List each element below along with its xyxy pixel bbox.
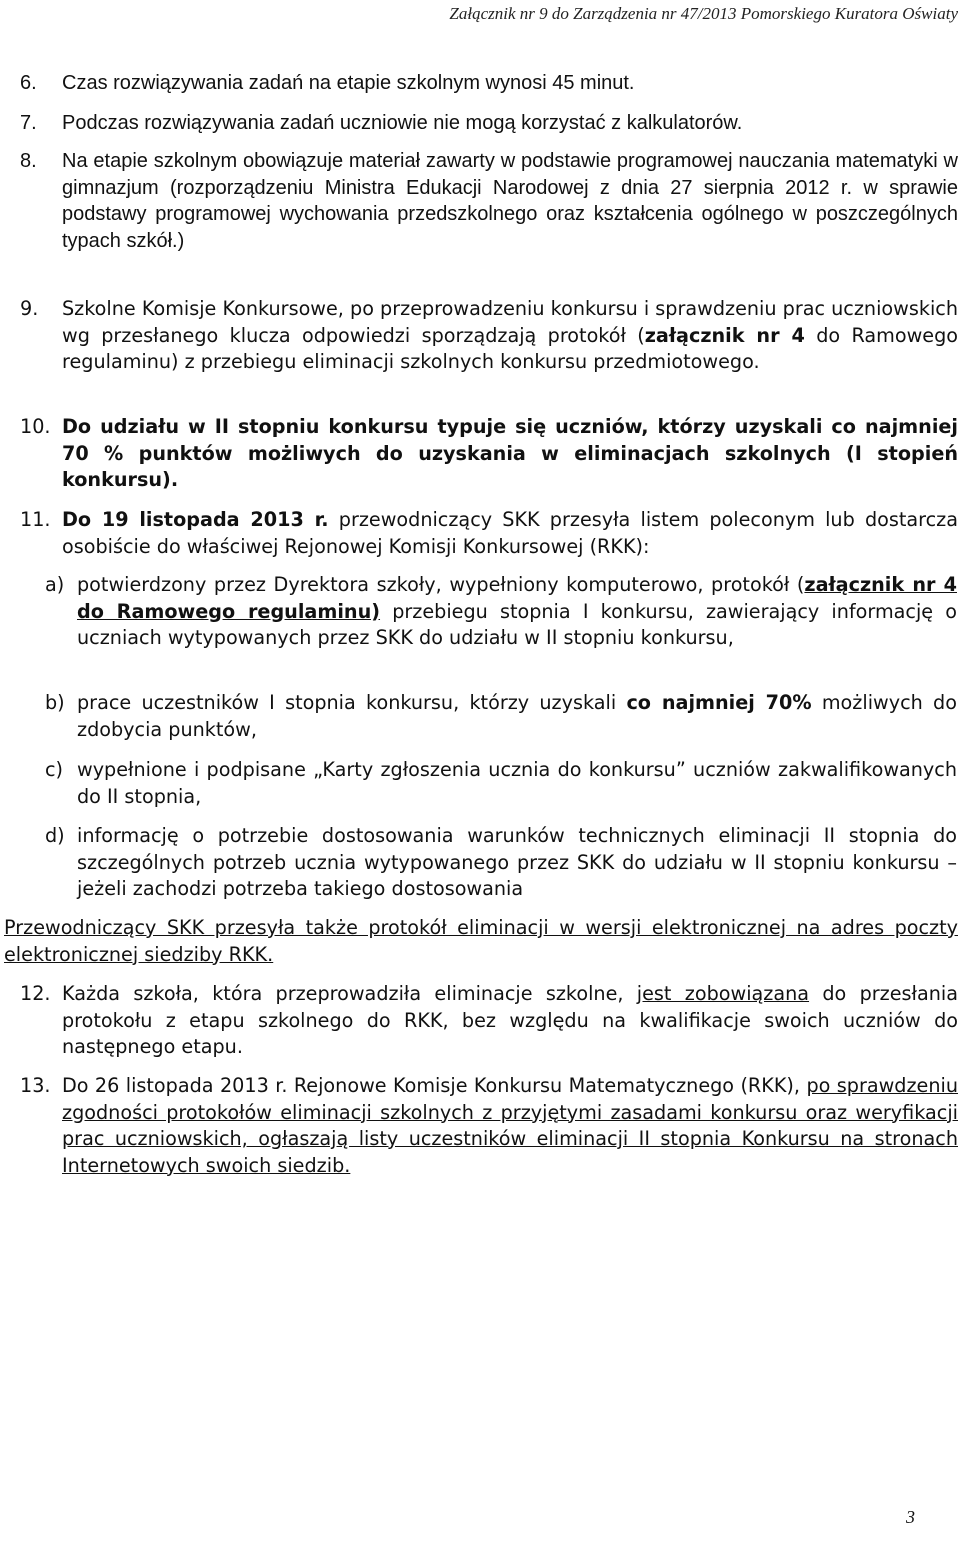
- subitem-b: [45, 690, 957, 743]
- subitem-c: [45, 757, 957, 810]
- item-number: 13.: [20, 1074, 51, 1097]
- list-item-13: [20, 1073, 958, 1179]
- subitem-label: b): [45, 691, 65, 714]
- subitem-text: prace uczestników I stopnia konkursu, którzy uzyskali co najmniej 70% możliwych do zdobycia punktów,: [77, 691, 957, 741]
- item-number: 11.: [20, 508, 51, 531]
- item-number: 6.: [20, 72, 37, 94]
- list-item-8: [20, 148, 958, 254]
- page-number: 3: [906, 1507, 915, 1527]
- item-number: 8.: [20, 150, 37, 172]
- subitem-label: c): [45, 758, 64, 781]
- list-item-10: [20, 414, 958, 494]
- subitem-d: [45, 823, 957, 903]
- subitem-label: a): [45, 573, 65, 596]
- subitem-text: potwierdzony przez Dyrektora szkoły, wypełniony komputerowo, protokół (załącznik nr 4 do Ramowego regulaminu) przebiegu stopnia I konkursu, zawierający informację o uczniach wytypowanych przez SKK do udziału w II stopniu konkursu,: [77, 573, 957, 649]
- page-header: Załącznik nr 9 do Zarządzenia nr 47/2013 Pomorskiego Kuratora Oświaty: [449, 4, 958, 23]
- item-text: Do 19 listopada 2013 r. przewodniczący SKK przesyła listem poleconym lub dostarcza osobiście do właściwej Rejonowej Komisji Konkursowej (RKK):: [62, 508, 958, 558]
- item-number: 9.: [20, 297, 39, 320]
- subitem-text: wypełnione i podpisane „Karty zgłoszenia ucznia do konkursu” uczniów zakwalifikowanych do II stopnia,: [77, 758, 957, 808]
- list-item-9: [20, 296, 958, 376]
- list-item-7: [20, 110, 958, 137]
- subitem-text: informację o potrzebie dostosowania warunków technicznych eliminacji II stopnia do szczególnych potrzeb ucznia wytypowanego przez SKK do udziału w II stopniu konkursu – jeżeli zachodzi potrzeba takiego dostosowania: [77, 824, 957, 900]
- item-text: Na etapie szkolnym obowiązuje materiał zawarty w podstawie programowej nauczania matematyki w gimnazjum (rozporządzeniu Ministra Edukacji Narodowej z dnia 27 sierpnia 2012 r. w sprawie podstawy programowej wychowania przedszkolnego oraz kształcenia ogólnego w poszczególnych typach szkół.): [62, 150, 958, 252]
- note-paragraph: Przewodniczący SKK przesyła także protokół eliminacji w wersji elektronicznej na adres poczty elektronicznej siedziby RKK.: [4, 916, 958, 966]
- item-text: Do 26 listopada 2013 r. Rejonowe Komisje Konkursu Matematycznego (RKK), po sprawdzeniu zgodności protokołów eliminacji szkolnych z przyjętymi zasadami konkursu oraz weryfikacji prac uczniowskich, ogłaszają listy uczestników eliminacji II stopnia Konkursu na stronach Internetowych swoich siedzib.: [62, 1074, 958, 1177]
- item-text: Do udziału w II stopniu konkursu typuje się uczniów, którzy uzyskali co najmniej 70 % punktów możliwych do uzyskania w eliminacjach szkolnych (I stopień konkursu).: [62, 415, 958, 491]
- subitem-label: d): [45, 824, 65, 847]
- item-text: Podczas rozwiązywania zadań uczniowie nie mogą korzystać z kalkulatorów.: [62, 112, 743, 134]
- item-text: Każda szkoła, która przeprowadziła eliminacje szkolne, jest zobowiązana do przesłania protokołu z etapu szkolnego do RKK, bez względu na kwalifikacje swoich uczniów do następnego etapu.: [62, 982, 959, 1058]
- item-text: Czas rozwiązywania zadań na etapie szkolnym wynosi 45 minut.: [62, 72, 635, 94]
- item-number: 12.: [20, 982, 51, 1005]
- item-number: 10.: [20, 415, 51, 438]
- list-item-6: [20, 70, 958, 97]
- item-text: Szkolne Komisje Konkursowe, po przeprowadzeniu konkursu i sprawdzeniu prac uczniowskich wg przesłanego klucza odpowiedzi sporządzają protokół (załącznik nr 4 do Ramowego regulaminu) z przebiegu eliminacji szkolnych konkursu przedmiotowego.: [62, 297, 958, 373]
- subitem-a: [45, 572, 957, 652]
- item-number: 7.: [20, 112, 37, 134]
- list-item-12: [20, 981, 958, 1061]
- list-item-11: [20, 507, 958, 560]
